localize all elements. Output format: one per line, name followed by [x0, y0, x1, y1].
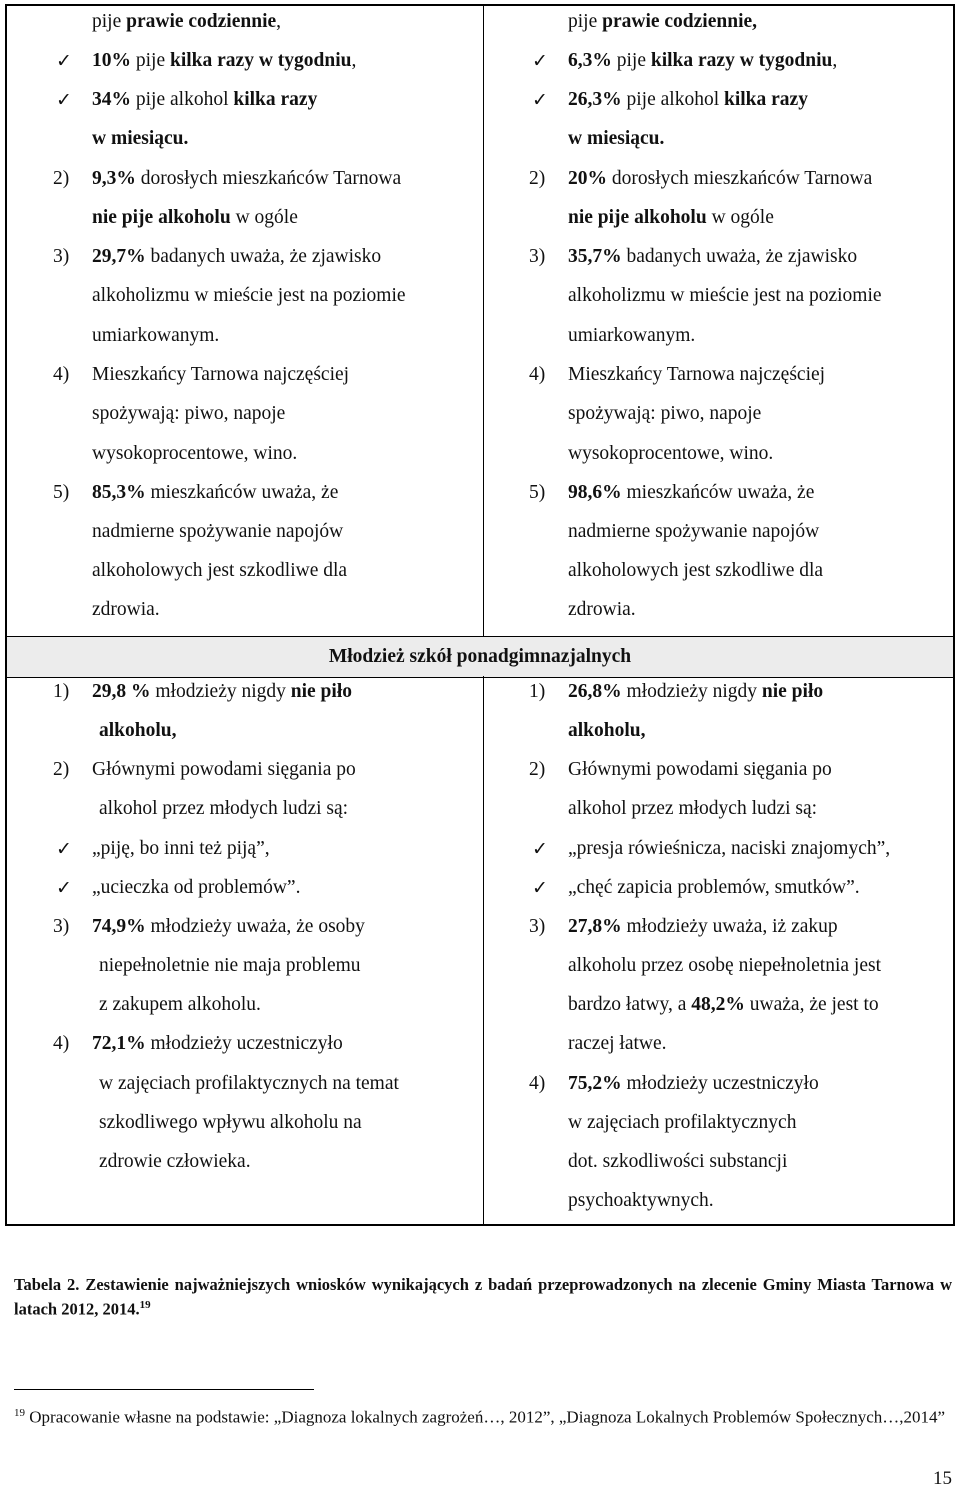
cell-line: 6,3% pije kilka razy w tygodniu,: [568, 50, 838, 71]
cell-line: umiarkowanym.: [92, 325, 220, 346]
check-icon: ✓: [532, 89, 548, 111]
list-number: 3): [529, 246, 546, 267]
footnote-rule: [14, 1389, 314, 1390]
check-icon: ✓: [532, 838, 548, 860]
cell-line: 34% pije alkohol kilka razy: [92, 89, 318, 110]
cell-line: z zakupem alkoholu.: [99, 994, 261, 1015]
cell-line: Głównymi powodami sięgania po: [568, 759, 832, 780]
list-number: 4): [529, 1073, 546, 1094]
list-number: 2): [53, 759, 70, 780]
cell-line: 29,8 % młodzieży nigdy nie piło: [92, 681, 352, 702]
list-number: 4): [529, 364, 546, 385]
list-number: 2): [529, 168, 546, 189]
list-number: 3): [529, 916, 546, 937]
cell-line: „chęć zapicia problemów, smutków”.: [568, 877, 860, 898]
cell-line: alkohol przez młodych ludzi są:: [99, 798, 349, 819]
cell-line: w miesiącu.: [92, 128, 189, 149]
footnote-text: Opracowanie własne na podstawie: „Diagnoza lokalnych zagrożeń…, 2012”, „Diagnoza Lokalnych Problemów Społecznych…,2014”: [29, 1407, 946, 1427]
cell-line: alkoholowych jest szkodliwe dla: [568, 560, 824, 581]
table-caption: [14, 1275, 952, 1320]
list-number: 3): [53, 246, 70, 267]
list-number: 3): [53, 916, 70, 937]
cell-line: alkoholowych jest szkodliwe dla: [92, 560, 348, 581]
check-icon: ✓: [56, 89, 72, 111]
cell-line: pije prawie codziennie,: [568, 11, 758, 32]
list-number: 1): [529, 681, 546, 702]
cell-line: 10% pije kilka razy w tygodniu,: [92, 50, 357, 71]
cell-line: nadmierne spożywanie napojów: [568, 521, 820, 542]
cell-line: 75,2% młodzieży uczestniczyło: [568, 1073, 819, 1094]
cell-line: „presja rówieśnicza, naciski znajomych”,: [568, 838, 891, 859]
cell-line: alkoholu przez osobę niepełnoletnia jest: [568, 955, 881, 976]
cell-line: w miesiącu.: [568, 128, 665, 149]
cell-line: alkoholu,: [99, 720, 177, 741]
cell-line: Głównymi powodami sięgania po: [92, 759, 356, 780]
check-icon: ✓: [56, 50, 72, 72]
column-divider-top: [483, 6, 484, 636]
cell-line: w zajęciach profilaktycznych: [568, 1112, 797, 1133]
cell-line: wysokoprocentowe, wino.: [92, 443, 298, 464]
page-number: 15: [933, 1468, 952, 1489]
cell-line: zdrowia.: [92, 599, 160, 620]
summary-table: [5, 4, 955, 1226]
cell-line: niepełnoletnie nie maja problemu: [99, 955, 361, 976]
cell-line: dot. szkodliwości substancji: [568, 1151, 788, 1172]
cell-line: alkoholu,: [568, 720, 646, 741]
cell-line: alkohol przez młodych ludzi są:: [568, 798, 818, 819]
cell-line: 20% dorosłych mieszkańców Tarnowa: [568, 168, 873, 189]
cell-line: psychoaktywnych.: [568, 1190, 714, 1211]
cell-line: 9,3% dorosłych mieszkańców Tarnowa: [92, 168, 402, 189]
check-icon: ✓: [532, 877, 548, 899]
section-band: [7, 636, 953, 678]
cell-line: „piję, bo inni też piją”,: [92, 838, 270, 859]
cell-line: „ucieczka od problemów”.: [92, 877, 301, 898]
footnote-number: 19: [14, 1407, 25, 1419]
list-number: 1): [53, 681, 70, 702]
list-number: 4): [53, 1033, 70, 1054]
caption-text: Tabela 2. Zestawienie najważniejszych wniosków wynikających z badań przeprowadzonych na zlecenie Gminy Miasta Tarnowa w latach 2012, 2014.: [14, 1275, 952, 1319]
cell-line: 27,8% młodzieży uważa, iż zakup: [568, 916, 838, 937]
cell-line: nadmierne spożywanie napojów: [92, 521, 344, 542]
cell-line: wysokoprocentowe, wino.: [568, 443, 774, 464]
cell-line: alkoholizmu w mieście jest na poziomie: [92, 285, 406, 306]
list-number: 5): [529, 482, 546, 503]
cell-line: nie pije alkoholu w ogóle: [92, 207, 298, 228]
cell-line: spożywają: piwo, napoje: [568, 403, 762, 424]
section-band-label: Młodzież szkół ponadgimnazjalnych: [328, 646, 632, 667]
cell-line: pije prawie codziennie,: [92, 11, 282, 32]
column-divider-bottom: [483, 676, 484, 1226]
cell-line: nie pije alkoholu w ogóle: [568, 207, 774, 228]
cell-line: 29,7% badanych uważa, że zjawisko: [92, 246, 382, 267]
cell-line: umiarkowanym.: [568, 325, 696, 346]
check-icon: ✓: [56, 877, 72, 899]
list-number: 2): [529, 759, 546, 780]
check-icon: ✓: [532, 50, 548, 72]
caption-footnote-ref: 19: [139, 1299, 151, 1311]
list-number: 4): [53, 364, 70, 385]
cell-line: 85,3% mieszkańców uważa, że: [92, 482, 339, 503]
cell-line: spożywają: piwo, napoje: [92, 403, 286, 424]
cell-line: szkodliwego wpływu alkoholu na: [99, 1112, 362, 1133]
cell-line: bardzo łatwy, a 48,2% uważa, że jest to: [568, 994, 879, 1015]
cell-line: alkoholizmu w mieście jest na poziomie: [568, 285, 882, 306]
cell-line: 98,6% mieszkańców uważa, że: [568, 482, 815, 503]
cell-line: 74,9% młodzieży uważa, że osoby: [92, 916, 365, 937]
check-icon: ✓: [56, 838, 72, 860]
cell-line: Mieszkańcy Tarnowa najczęściej: [568, 364, 826, 385]
cell-line: zdrowia.: [568, 599, 636, 620]
list-number: 5): [53, 482, 70, 503]
footnote: [14, 1402, 952, 1429]
list-number: 2): [53, 168, 70, 189]
cell-line: raczej łatwe.: [568, 1033, 667, 1054]
cell-line: 72,1% młodzieży uczestniczyło: [92, 1033, 343, 1054]
cell-line: w zajęciach profilaktycznych na temat: [99, 1073, 399, 1094]
cell-line: 26,8% młodzieży nigdy nie piło: [568, 681, 824, 702]
cell-line: Mieszkańcy Tarnowa najczęściej: [92, 364, 350, 385]
cell-line: 35,7% badanych uważa, że zjawisko: [568, 246, 858, 267]
cell-line: 26,3% pije alkohol kilka razy: [568, 89, 808, 110]
cell-line: zdrowie człowieka.: [99, 1151, 251, 1172]
